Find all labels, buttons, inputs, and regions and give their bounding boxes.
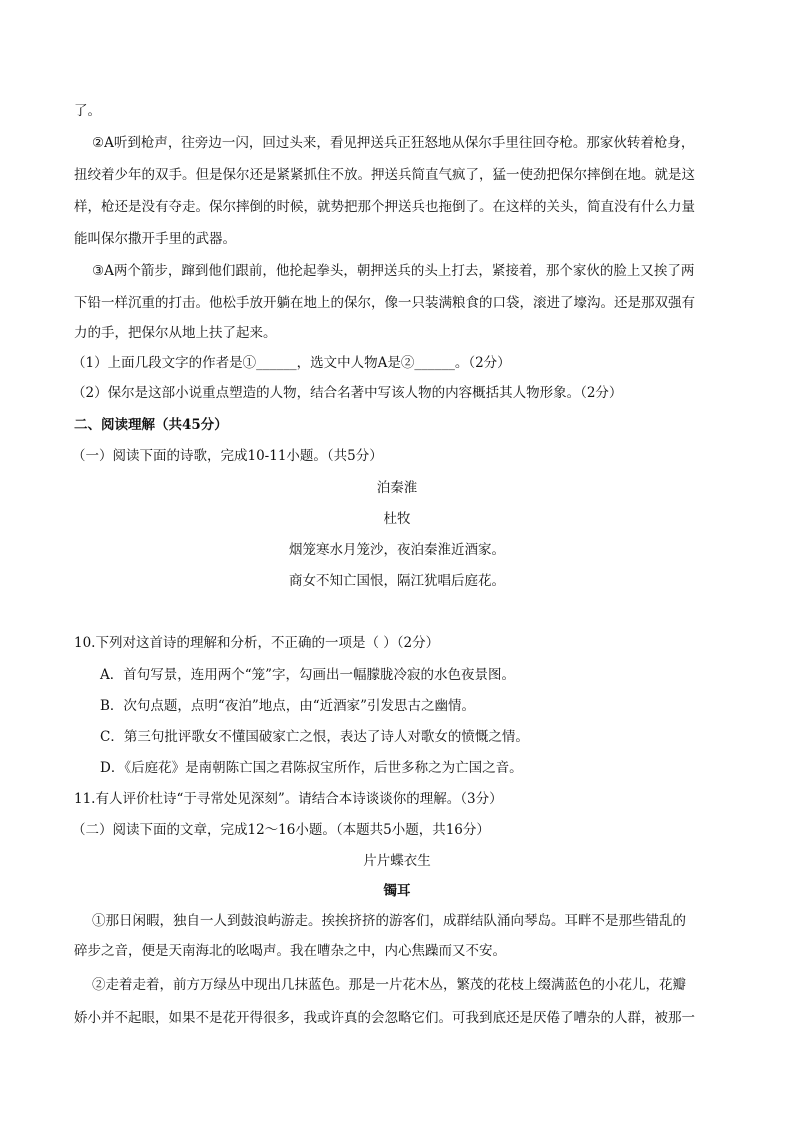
poem-line-2: 商女不知亡国恨，隔江犹唱后庭花。 bbox=[289, 573, 505, 589]
question-1: （1）上面几段文字的作者是①______，选文中人物A是②______。（2分） bbox=[72, 355, 511, 371]
question-11: 11.有人评价杜诗“于寻常处见深刻”。请结合本诗谈谈你的理解。（3分） bbox=[74, 791, 503, 807]
question-10-stem: 10.下列对这首诗的理解和分析，不正确的一项是（ ）（2分） bbox=[74, 635, 440, 651]
question-10-option-c: C．第三句批评歌女不懂国破家亡之恨，表达了诗人对歌女的愤慨之情。 bbox=[100, 729, 529, 745]
passage-paragraph-3-line-2: 下铅一样沉重的打击。他松手放开躺在地上的保尔，像一只装满粮食的口袋，滚进了壕沟。还是那双强有 bbox=[74, 295, 695, 311]
section-heading: 二、阅读理解（共45分） bbox=[74, 417, 228, 433]
question-2: （2）保尔是这部小说重点塑造的人物，结合名著中写该人物的内容概括其人物形象。（2分） bbox=[72, 385, 623, 401]
poem-title: 泊秦淮 bbox=[376, 480, 418, 496]
passage-line-continued: 了。 bbox=[74, 103, 101, 119]
part-1-intro: （一）阅读下面的诗歌，完成10-11小题。（共5分） bbox=[72, 448, 383, 464]
passage-paragraph-2-line-3: 样，枪还是没有夺走。保尔摔倒的时候，就势把那个押送兵也拖倒了。在这样的关头，简直没有什么力量 bbox=[74, 199, 695, 215]
poem-line-1: 烟笼寒水月笼沙，夜泊秦淮近酒家。 bbox=[289, 542, 505, 558]
article-paragraph-1-line-1: ①那日闲暇，独自一人到鼓浪屿游走。挨挨挤挤的游客们，成群结队涌向琴岛。耳畔不是那些错乱的 bbox=[92, 913, 686, 929]
question-10-option-d: D．《后庭花》是南朝陈亡国之君陈叔宝所作，后世多称之为亡国之音。 bbox=[100, 760, 523, 776]
question-10-option-a: A．首句写景，连用两个“笼”字，勾画出一幅朦胧冷寂的水色夜景图。 bbox=[100, 667, 516, 683]
article-paragraph-2-line-2: 娇小并不起眼，如果不是花开得很多，我或许真的会忽略它们。可我到底还是厌倦了嘈杂的人群，被那一 bbox=[74, 1010, 695, 1026]
passage-paragraph-3-line-3: 力的手，把保尔从地上扶了起来。 bbox=[74, 325, 277, 341]
part-2-intro: （二）阅读下面的文章，完成12～16小题。（本题共5小题，共16分） bbox=[72, 822, 490, 838]
passage-paragraph-2-line-2: 扭绞着少年的双手。但是保尔还是紧紧抓住不放。押送兵简直气疯了，猛一使劲把保尔摔倒在地。就是这 bbox=[74, 167, 695, 183]
article-paragraph-1-line-2: 碎步之音，便是天南海北的吆喝声。我在嘈杂之中，内心焦躁而又不安。 bbox=[74, 943, 506, 959]
article-paragraph-2-line-1: ②走着走着，前方万绿丛中现出几抹蓝色。那是一片花木丛，繁茂的花枝上缀满蓝色的小花儿，花瓣 bbox=[92, 977, 686, 993]
passage-paragraph-2-line-1: ②A听到枪声，往旁边一闪，回过头来，看见押送兵正狂怒地从保尔手里往回夺枪。那家伙转着枪身， bbox=[92, 135, 695, 151]
poem-author: 杜牧 bbox=[383, 511, 411, 527]
article-author: 镯耳 bbox=[383, 883, 411, 899]
passage-paragraph-3-line-1: ③A两个箭步，蹿到他们跟前，他抡起拳头，朝押送兵的头上打去，紧接着，那个家伙的脸上又挨了两 bbox=[92, 263, 695, 279]
article-title: 片片蝶衣生 bbox=[363, 853, 431, 869]
passage-paragraph-2-line-4: 能叫保尔撒开手里的武器。 bbox=[74, 231, 236, 247]
question-10-option-b: B．次句点题，点明“夜泊”地点，由“近酒家”引发思古之幽情。 bbox=[100, 698, 476, 714]
